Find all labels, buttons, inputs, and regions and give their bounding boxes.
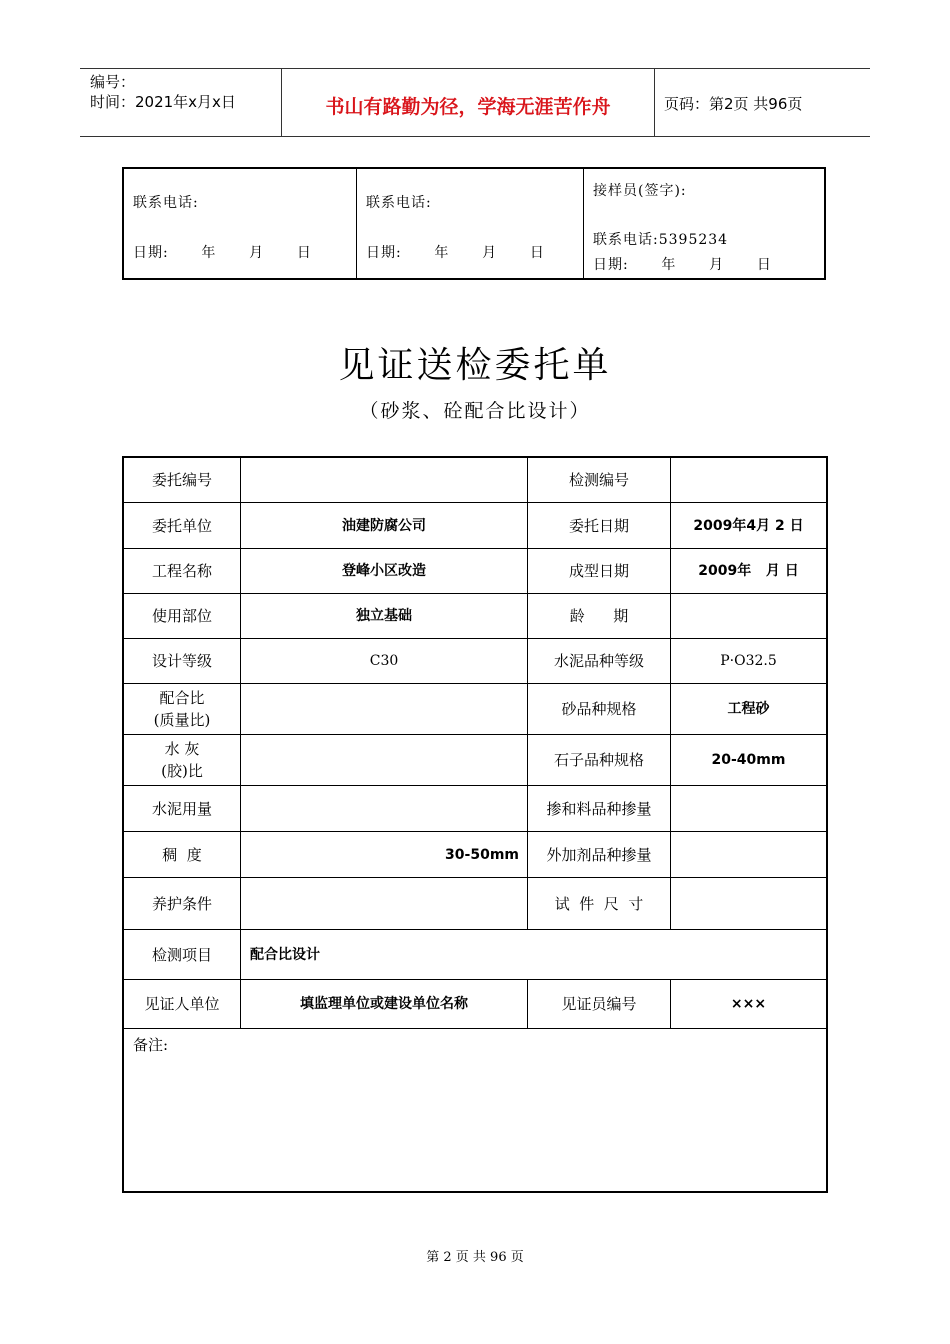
project-value[interactable]: 登峰小区改造	[342, 563, 426, 579]
molding-date-value[interactable]: 2009年 月 日	[698, 563, 799, 579]
sand-label: 砂品种规格	[561, 700, 637, 718]
wc-ratio-value[interactable]	[241, 735, 527, 785]
remarks-label: 备注:	[133, 1036, 169, 1054]
contact-phone-1: 联系电话:	[133, 195, 199, 211]
cement-amount-label: 水泥用量	[151, 799, 212, 818]
admixture-label: 掺和料品种掺量	[546, 799, 652, 818]
client-value[interactable]: 油建防腐公司	[342, 517, 426, 534]
wc-ratio-label-line1: 水 灰	[164, 740, 200, 758]
header-top-rule	[80, 68, 870, 69]
header-meta	[90, 72, 236, 112]
contact-table	[122, 167, 826, 280]
stone-label: 石子品种规格	[553, 751, 644, 769]
header-motto: 书山有路勤为径，学海无涯苦作舟	[325, 96, 611, 118]
age-label: 龄 期	[569, 607, 629, 625]
consistency-value[interactable]: 30-50mm	[445, 846, 519, 863]
mix-ratio-label	[124, 684, 240, 734]
witness-unit-value[interactable]: 填监理单位或建设单位名称	[300, 996, 468, 1012]
page-title: 见证送检委托单	[338, 345, 612, 386]
contact-divider	[583, 169, 584, 278]
page-footer: 第 2 页 共 96 页	[426, 1250, 524, 1265]
mix-ratio-label-line1: 配合比	[159, 689, 205, 707]
additive-value[interactable]	[671, 832, 826, 877]
usage-value[interactable]: 独立基础	[356, 608, 412, 624]
test-item-value[interactable]: 配合比设计	[250, 946, 320, 963]
row-rule	[124, 1028, 826, 1029]
test-no-label: 检测编号	[568, 471, 629, 489]
usage-label: 使用部位	[151, 607, 212, 625]
commission-date-value[interactable]: 2009年4月 2 日	[693, 517, 804, 534]
commission-no-label: 委托编号	[151, 471, 212, 489]
specimen-value[interactable]	[671, 878, 826, 929]
molding-date-label: 成型日期	[568, 562, 629, 580]
cement-amount-value[interactable]	[241, 786, 527, 831]
remarks-area[interactable]	[133, 1058, 813, 1183]
witness-no-value[interactable]: ×××	[730, 996, 767, 1012]
cement-grade-value[interactable]: P·O32.5	[720, 653, 777, 669]
contact-date-2: 日期: 年 月 日	[366, 245, 545, 261]
contact-date-1: 日期: 年 月 日	[133, 245, 312, 261]
witness-no-label: 见证员编号	[561, 995, 637, 1013]
admixture-value[interactable]	[671, 786, 826, 831]
project-label: 工程名称	[151, 562, 212, 580]
cement-grade-label: 水泥品种等级	[553, 652, 644, 670]
additive-label: 外加剂品种掺量	[546, 845, 652, 864]
witness-unit-label: 见证人单位	[144, 995, 220, 1013]
contact-phone-3: 联系电话:5395234	[593, 232, 729, 248]
age-value[interactable]	[671, 594, 826, 638]
header-time: 时间：2021年x月x日	[90, 93, 236, 111]
commission-form	[122, 456, 828, 1193]
sand-value[interactable]: 工程砂	[727, 701, 770, 717]
stone-value[interactable]: 20-40mm	[711, 752, 786, 768]
test-no-value[interactable]	[671, 458, 826, 502]
mix-ratio-value[interactable]	[241, 684, 527, 734]
wc-ratio-label-line2: (胶)比	[161, 762, 203, 780]
page-subtitle: （砂浆、砼配合比设计）	[359, 400, 591, 422]
contact-receiver: 接样员(签字):	[593, 183, 687, 199]
test-item-label: 检测项目	[151, 945, 212, 964]
contact-divider	[356, 169, 357, 278]
curing-label: 养护条件	[151, 894, 212, 913]
contact-phone-2: 联系电话:	[366, 195, 432, 211]
commission-no-value[interactable]	[241, 458, 527, 502]
curing-value[interactable]	[241, 878, 527, 929]
contact-date-3: 日期: 年 月 日	[593, 257, 772, 273]
header-divider	[654, 68, 655, 136]
header-page-info: 页码：第2页 共96页	[664, 95, 803, 113]
mix-ratio-label-line2: (质量比)	[153, 711, 211, 729]
grade-label: 设计等级	[151, 652, 212, 670]
specimen-label: 试 件 尺 寸	[554, 894, 644, 913]
grade-value[interactable]: C30	[369, 653, 399, 669]
commission-date-label: 委托日期	[568, 516, 629, 535]
wc-ratio-label	[124, 735, 240, 785]
header-bottom-rule	[80, 136, 870, 137]
header-number: 编号：	[90, 73, 136, 91]
consistency-label: 稠 度	[162, 845, 202, 864]
client-label: 委托单位	[151, 516, 212, 535]
